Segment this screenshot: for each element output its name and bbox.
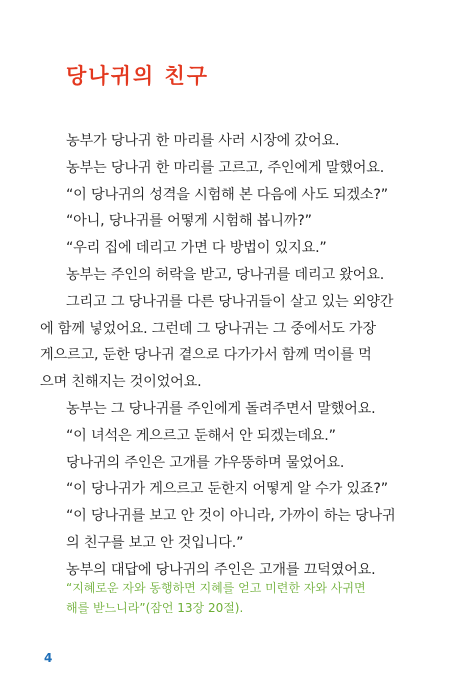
body-line: “우리 집에 데리고 가면 다 방법이 있지요.” — [66, 240, 327, 257]
page-number: 4 — [44, 651, 53, 665]
body-line: 농부가 당나귀 한 마리를 사러 시장에 갔어요. — [66, 133, 340, 149]
quote-line: 해를 받느니라”(잠언 13장 20절). — [66, 601, 244, 615]
body-line: 게으르고, 둔한 당나귀 곁으로 다가가서 함께 먹이를 먹 — [40, 347, 372, 364]
body-line: 농부는 그 당나귀를 주인에게 돌려주면서 말했어요. — [66, 400, 376, 417]
body-line: 농부의 대답에 당나귀의 주인은 고개를 끄덕였어요. — [66, 561, 376, 578]
quote-line: “지혜로운 자와 동행하면 지혜를 얻고 미련한 자와 사귀면 — [66, 581, 366, 595]
body-line: 농부는 주인의 허락을 받고, 당나귀를 데리고 왔어요. — [66, 266, 385, 283]
body-line: 당나귀의 주인은 고개를 갸우뚱하며 물었어요. — [66, 454, 345, 471]
body-line: “이 녀석은 게으르고 둔해서 안 되겠는데요.” — [66, 427, 336, 444]
body-line: 의 친구를 보고 안 것입니다.” — [66, 534, 244, 551]
body-line: 에 함께 넣었어요. 그런데 그 당나귀는 그 중에서도 가장 — [40, 320, 376, 337]
body-line: 농부는 당나귀 한 마리를 고르고, 주인에게 말했어요. — [66, 159, 385, 176]
story-title: 당나귀의 친구 — [66, 64, 210, 88]
body-line: “아니, 당나귀를 어떻게 시험해 봅니까?” — [66, 213, 312, 230]
body-line: “이 당나귀를 보고 안 것이 아니라, 가까이 하는 당나귀 — [66, 508, 396, 525]
body-line: “이 당나귀의 성격을 시험해 본 다음에 사도 되겠소?” — [66, 186, 388, 203]
body-line: 으며 친해지는 것이었어요. — [40, 374, 202, 391]
story-body — [40, 128, 440, 584]
body-line: “이 당나귀가 게으르고 둔한지 어떻게 알 수가 있죠?” — [66, 481, 388, 498]
bible-quote — [66, 578, 406, 618]
body-line: 그리고 그 당나귀를 다른 당나귀들이 살고 있는 외양간 — [66, 293, 394, 310]
